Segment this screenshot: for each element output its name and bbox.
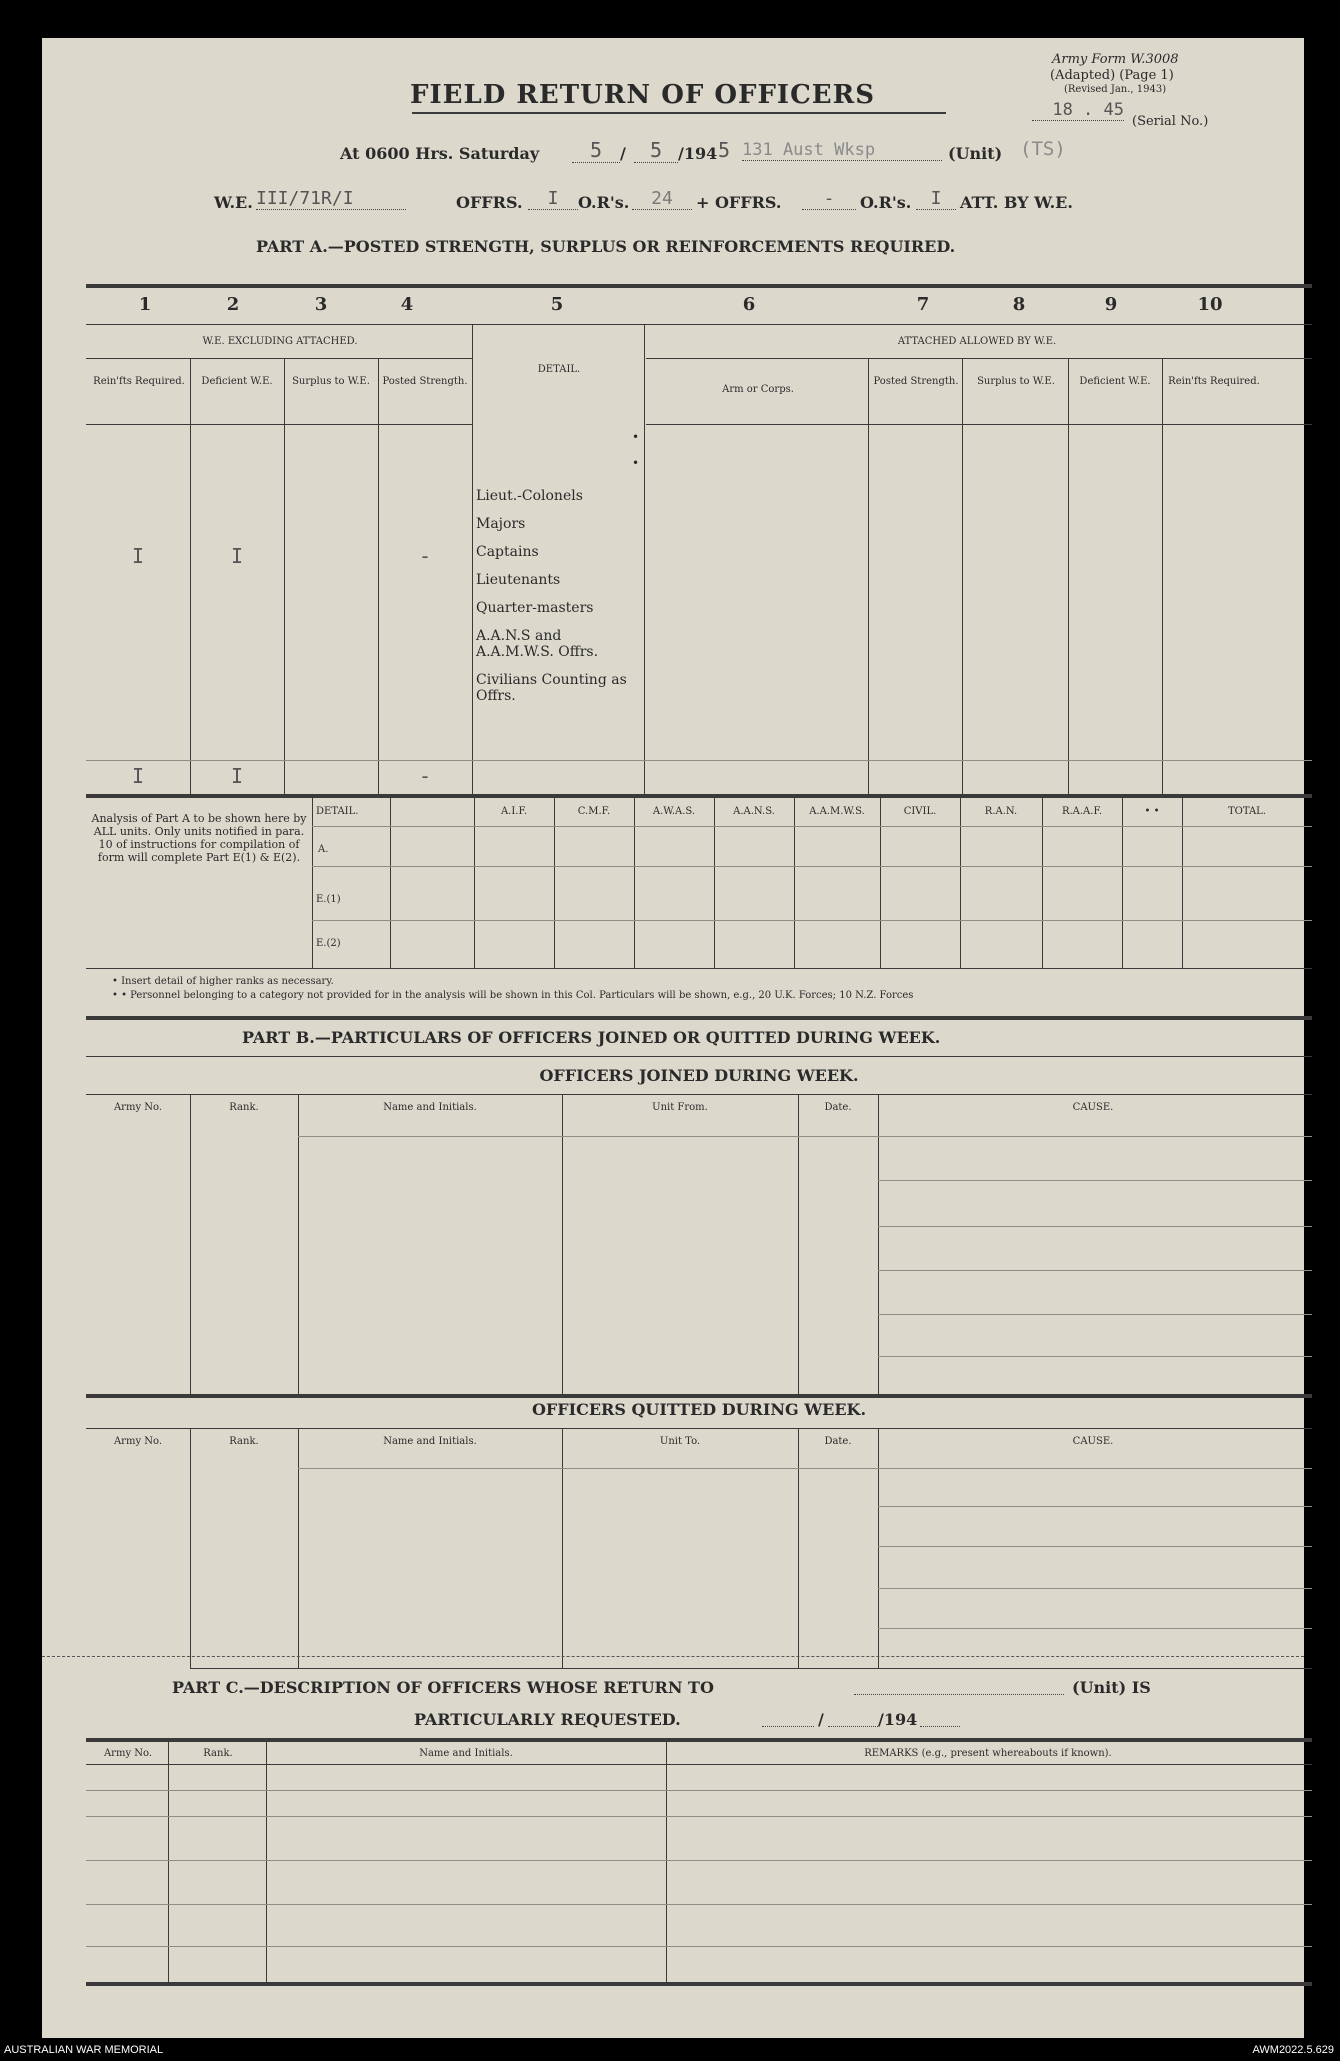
- part-c-line2: PARTICULARLY REQUESTED.: [414, 1710, 681, 1729]
- part-b-title: PART B.—PARTICULARS OF OFFICERS JOINED OR QUITTED DURING WEEK.: [242, 1028, 941, 1047]
- part-c-title-suffix: (Unit) IS: [1072, 1678, 1151, 1697]
- analysis-col-aif: A.I.F.: [500, 806, 528, 817]
- date-day: 5: [572, 138, 620, 163]
- part-b-top-rule: [86, 1016, 1312, 1020]
- part-c-col-rank: Rank.: [203, 1748, 233, 1759]
- rank-lieut-colonels: Lieut.-Colonels: [476, 488, 583, 504]
- quitted-col-date: Date.: [824, 1436, 852, 1447]
- col-number: 2: [226, 294, 240, 315]
- part-c-year: /194: [878, 1710, 918, 1729]
- col-head-att-surplus: Surplus to W.E.: [977, 376, 1055, 387]
- analysis-row-e1: E.(1): [316, 894, 341, 905]
- col-number: 3: [314, 294, 328, 315]
- ors-label: O.R's.: [578, 193, 630, 212]
- plus-offrs-value: -: [802, 188, 856, 210]
- col-number: 6: [742, 294, 756, 315]
- captains-deficient: I: [230, 544, 244, 568]
- analysis-col-aans: A.A.N.S.: [733, 806, 775, 817]
- date-month: 5: [634, 138, 678, 163]
- col-head-att-reinf: Rein'fts Required.: [1168, 376, 1260, 387]
- revised-label: (Revised Jan., 1943): [1064, 84, 1167, 95]
- form-title: FIELD RETURN OF OFFICERS: [410, 80, 875, 110]
- col-head-att-deficient: Deficient W.E.: [1079, 376, 1151, 387]
- analysis-row-e2: E.(2): [316, 938, 341, 949]
- col-number: 4: [400, 294, 414, 315]
- analysis-col-aamws: A.A.M.W.S.: [809, 806, 865, 817]
- unit-stamp: (TS): [1020, 138, 1066, 160]
- col-head-reinf: Rein'fts Required.: [93, 376, 185, 387]
- analysis-col-total: TOTAL.: [1227, 806, 1267, 817]
- quitted-col-rank: Rank.: [229, 1436, 259, 1447]
- joined-col-rank: Rank.: [229, 1102, 259, 1113]
- col-head-arm: Arm or Corps.: [722, 384, 794, 395]
- analysis-col-cmf: C.M.F.: [577, 806, 611, 817]
- col-number: 9: [1104, 294, 1118, 315]
- quitted-col-army-no: Army No.: [113, 1436, 163, 1447]
- offrs-value: I: [528, 188, 578, 210]
- col-number: 7: [916, 294, 930, 315]
- col-number: 5: [550, 294, 564, 315]
- footnote-1: • Insert detail of higher ranks as necessary.: [112, 976, 334, 987]
- rank-quarter-masters: Quarter-masters: [476, 600, 594, 616]
- analysis-note: Analysis of Part A to be shown here by ALL units. Only units notified in para. 10 of instructions for compilation of form will complete Part E(1) & E(2).: [91, 812, 307, 864]
- footnote-2: • • Personnel belonging to a category not provided for in the analysis will be shown in this Col. Particulars will be shown, e.g., 20 U.K. Forces; 10 N.Z. Forces: [112, 990, 914, 1001]
- footer-institution: AUSTRALIAN WAR MEMORIAL: [4, 2044, 164, 2056]
- serial-label: (Serial No.): [1132, 114, 1209, 129]
- total-deficient: I: [230, 764, 244, 788]
- joined-col-army-no: Army No.: [113, 1102, 163, 1113]
- at-prefix: At 0600 Hrs. Saturday: [340, 144, 540, 163]
- date-year-prefix: /194: [678, 144, 718, 163]
- analysis-row-a: A.: [318, 844, 329, 855]
- part-c-col-army-no: Army No.: [103, 1748, 153, 1759]
- plus-offrs-label: + OFFRS.: [696, 193, 782, 212]
- unit-value: 131 Aust Wksp: [742, 140, 942, 161]
- part-c-bottom-rule: [86, 1982, 1312, 1986]
- analysis-top-rule: [86, 794, 1312, 798]
- unit-label: (Unit): [948, 144, 1003, 163]
- ors2-label: O.R's.: [860, 193, 912, 212]
- we-label: W.E.: [214, 193, 253, 212]
- captains-reinf: I: [131, 544, 145, 568]
- col-number: 1: [138, 294, 152, 315]
- perforation-line: [42, 1656, 1304, 1657]
- col-number: 8: [1012, 294, 1026, 315]
- analysis-col-other: • •: [1144, 806, 1160, 817]
- part-c-title-prefix: PART C.—DESCRIPTION OF OFFICERS WHOSE RETURN TO: [172, 1678, 714, 1697]
- offrs-label: OFFRS.: [456, 193, 523, 212]
- date-year: 5: [718, 138, 731, 162]
- quitted-col-name: Name and Initials.: [383, 1436, 477, 1447]
- total-reinf: I: [131, 764, 145, 788]
- analysis-col-civil: CIVIL.: [903, 806, 937, 817]
- rank-captains: Captains: [476, 544, 539, 560]
- army-form-label: Army Form W.3008: [1052, 52, 1179, 67]
- captains-posted: -: [418, 544, 432, 568]
- we-excluding-header: W.E. EXCLUDING ATTACHED.: [202, 336, 358, 347]
- analysis-col-raaf: R.A.A.F.: [1061, 806, 1103, 817]
- analysis-col-awas: A.W.A.S.: [652, 806, 696, 817]
- joined-title: OFFICERS JOINED DURING WEEK.: [539, 1066, 859, 1085]
- footer-accession: AWM2022.5.629: [1252, 2044, 1334, 2056]
- adapted-label: (Adapted) (Page 1): [1050, 68, 1174, 83]
- quitted-col-cause: CAUSE.: [1072, 1436, 1114, 1447]
- analysis-col-ran: R.A.N.: [984, 806, 1018, 817]
- part-c-unit-blank: [854, 1694, 1064, 1695]
- rank-majors: Majors: [476, 516, 526, 532]
- col-head-posted: Posted Strength.: [382, 376, 468, 387]
- col-head-att-posted: Posted Strength.: [873, 376, 959, 387]
- quitted-col-unit: Unit To.: [659, 1436, 701, 1447]
- title-underline: [412, 112, 946, 114]
- form-sheet: Army Form W.3008 (Adapted) (Page 1) (Revised Jan., 1943) 18 . 45 (Serial No.) FIELD RETURN OF OFFICERS At 0600 Hrs. Saturday 5 / 5 /194 5 131 Aust Wksp (Unit) (TS) W.E. III/71R/I OFFRS. I O.R's. 24 + OFFRS. - O.R's. I ATT. BY W.E. PART A.—POSTED STRENGTH, SURPLUS OR REINFORCEMENTS REQUIRED. 1 2 3 4 5 6 7 8 9 10 W.E. EXCLUDING ATTACHED. ATTACHED ALLOWED BY W.E. DETAIL. Rein'fts Required. Deficient W.E. Surplus to W.E. Posted Strength. Arm or Corps. Posted Strength. Surplus to W.E. Deficient W.E. Rein'fts Required. • • Lieut.-Colonels Majors Captains Lieutenants Quarter-masters A.A.N.S and A.A.M.W.S. Offrs. Civilians Counting as Offrs. I I - I I - Analysis of Part A to be shown here by ALL units. Only units notified in para. 10 of instructions for compilation of form will complete Part E(1) & E(2). DETAIL. A.I.F. C.M.F. A.W.A.S. A.A.N.S. A.A.M.W.S. CIVIL. R.A.N. R.A.A.F. • • TOTAL. A. E.(1) E.(2) • Insert detail of higher ranks as necessary. • • Personnel belonging to a category not provided for in the analysis will be shown in this Col. Particulars will be shown, e.g., 20 U.K. Forces; 10 N.Z. Forces PART B.—PARTICULARS OF OFFICERS JOINED OR QUITTED DURING WEEK. OFFICERS JOINED DURING WEEK. Army No. Rank. Name and Initials. Unit From. Date. CAUSE. OFFICERS QUITTED DURING WEEK. Army No. Rank. Name and Initials. Unit To. Date. CAUSE. PART C.—DESCRIPTION OF OFFICERS WHOSE RETURN TO (Unit) IS PARTICULARLY REQUESTED. / /194 Army No. Rank. Name and Initials. REMARKS (e.g., present whereabouts if known).: [42, 38, 1304, 2038]
- rank-lieutenants: Lieutenants: [476, 572, 561, 588]
- detail-header: DETAIL.: [537, 364, 581, 375]
- quitted-title: OFFICERS QUITTED DURING WEEK.: [531, 1400, 867, 1419]
- part-c-col-name: Name and Initials.: [419, 1748, 513, 1759]
- attached-allowed-header: ATTACHED ALLOWED BY W.E.: [897, 336, 1057, 347]
- col-head-deficient: Deficient W.E.: [201, 376, 273, 387]
- part-c-col-remarks: REMARKS (e.g., present whereabouts if known).: [864, 1748, 1112, 1759]
- we-value: III/71R/I: [256, 188, 406, 210]
- rank-aans: A.A.N.S and A.A.M.W.S. Offrs.: [476, 628, 599, 660]
- serial-value: 18 . 45: [1032, 100, 1124, 121]
- total-posted: -: [418, 764, 432, 788]
- att-label: ATT. BY W.E.: [960, 193, 1073, 212]
- part-c-top-rule: [86, 1738, 1312, 1742]
- col-head-surplus: Surplus to W.E.: [292, 376, 370, 387]
- part-a-title: PART A.—POSTED STRENGTH, SURPLUS OR REINFORCEMENTS REQUIRED.: [256, 237, 956, 256]
- ors2-value: I: [916, 188, 956, 210]
- part-a-top-rule: [86, 284, 1312, 288]
- joined-col-name: Name and Initials.: [383, 1102, 477, 1113]
- rank-civilians: Civilians Counting as Offrs.: [476, 672, 627, 704]
- joined-col-unit: Unit From.: [652, 1102, 708, 1113]
- col-number: 10: [1197, 294, 1223, 315]
- joined-col-cause: CAUSE.: [1072, 1102, 1114, 1113]
- ors-value: 24: [632, 188, 692, 210]
- analysis-detail-head: DETAIL.: [316, 806, 359, 817]
- joined-col-date: Date.: [824, 1102, 852, 1113]
